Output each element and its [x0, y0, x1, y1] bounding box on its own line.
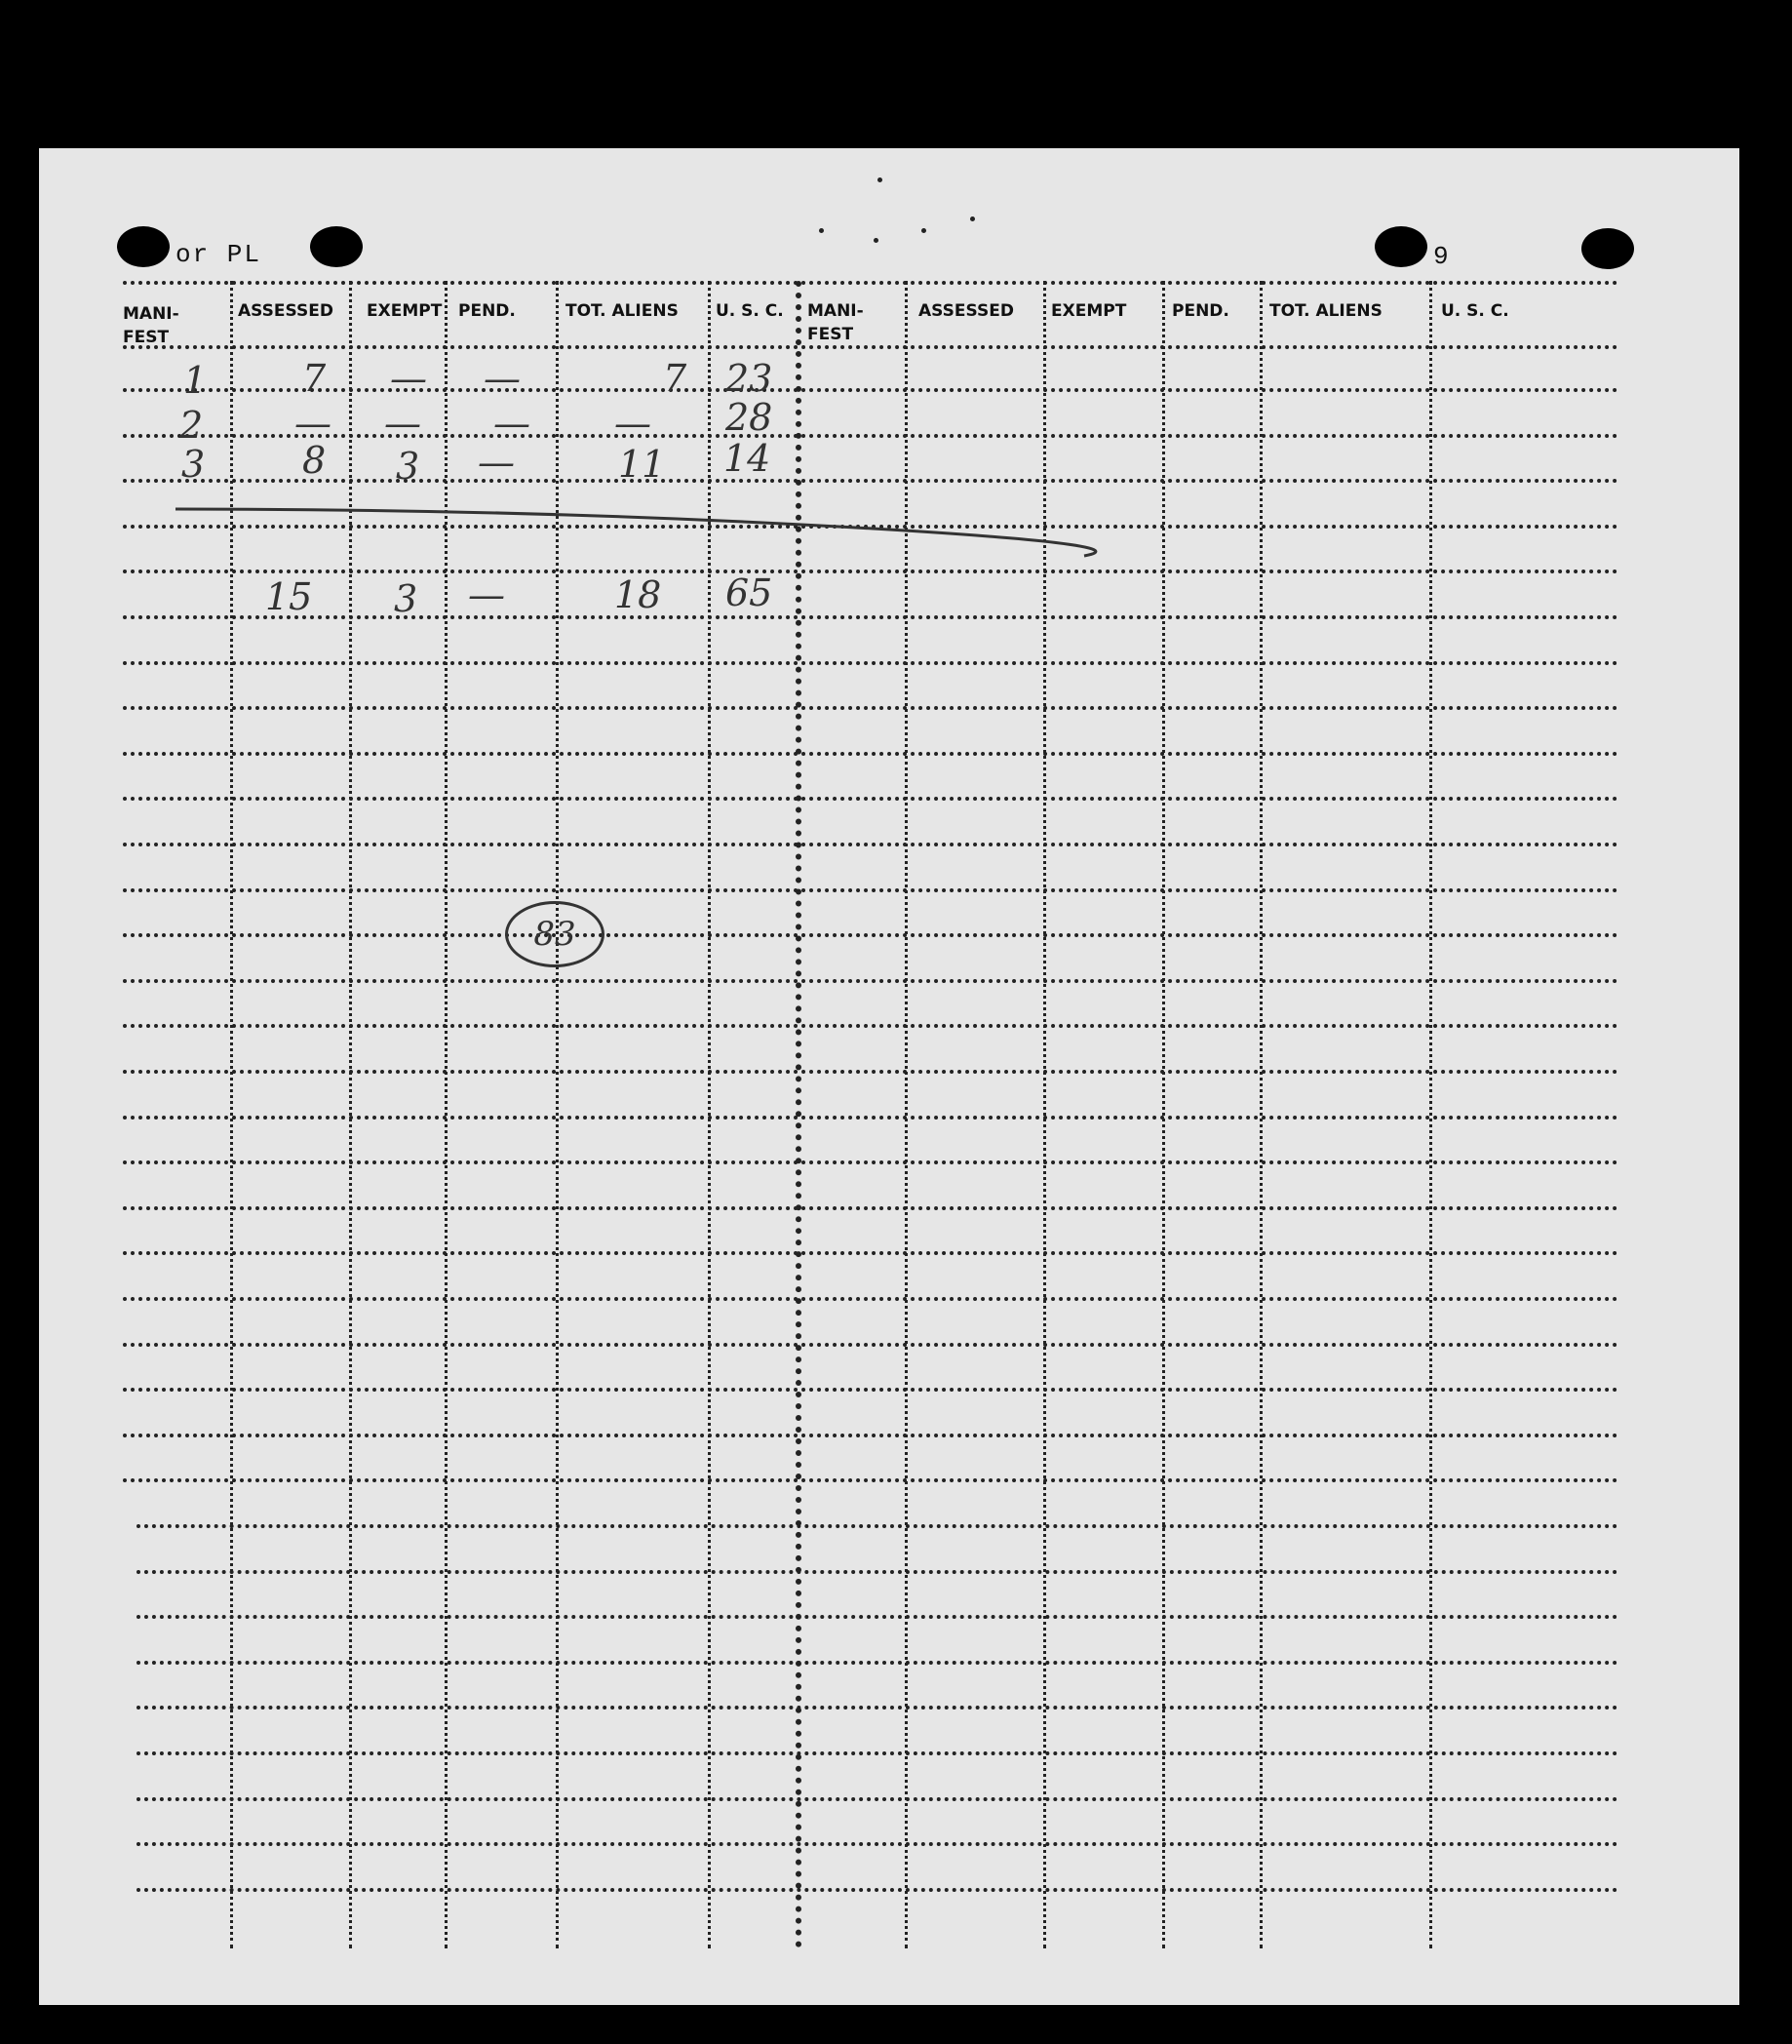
ruled-row — [123, 1206, 1618, 1210]
entry-2-manifest: 2 — [179, 404, 204, 447]
year-suffix: 9 — [1433, 242, 1449, 271]
ruled-row — [136, 1797, 1618, 1801]
entry-3-manifest: 3 — [181, 443, 206, 486]
entry-1-pend: — — [484, 357, 521, 400]
header-manifest-right: MANI- FEST — [807, 301, 864, 344]
ruled-row — [123, 1297, 1618, 1301]
entry-3-tot-aliens: 11 — [618, 443, 666, 486]
ruled-row — [136, 1751, 1618, 1755]
entry-2-tot-aliens: — — [614, 402, 651, 445]
total-assessed: 15 — [265, 575, 313, 618]
ruled-row — [123, 1160, 1618, 1164]
header-manifest-left: MANI- FEST — [123, 304, 179, 347]
header-tot-aliens-right: TOT. ALIENS — [1269, 301, 1383, 321]
header-usc-right: U. S. C. — [1441, 301, 1509, 321]
entry-3-pend: — — [478, 441, 515, 484]
ruled-row — [123, 1434, 1618, 1437]
entry-2-usc: 28 — [725, 396, 773, 439]
entry-3-assessed: 8 — [302, 439, 327, 482]
ruled-row — [123, 797, 1618, 801]
entry-3-exempt: 3 — [396, 445, 420, 488]
header-pend-right: PEND. — [1172, 301, 1229, 321]
ruled-row — [123, 1024, 1618, 1028]
ruled-row — [136, 1706, 1618, 1710]
ruled-row — [123, 752, 1618, 756]
entry-1-manifest: 1 — [183, 359, 208, 402]
entry-2-assessed: — — [294, 402, 331, 445]
entry-3-usc: 14 — [723, 437, 771, 480]
header-pend-left: PEND. — [458, 301, 516, 321]
header-assessed-right: ASSESSED — [918, 301, 1014, 321]
entry-2-pend: — — [493, 402, 530, 445]
entry-1-assessed: 7 — [302, 357, 327, 400]
header-assessed-left: ASSESSED — [238, 301, 333, 321]
total-pend: — — [468, 573, 505, 616]
ruled-row — [123, 933, 1618, 937]
header-exempt-right: EXEMPT — [1051, 301, 1127, 321]
circled-note: 83 — [505, 901, 604, 967]
ruled-row — [136, 1524, 1618, 1528]
ruled-row — [123, 1478, 1618, 1482]
ruled-row — [123, 1388, 1618, 1392]
sum-line — [39, 148, 1739, 733]
ruled-row — [123, 888, 1618, 892]
entry-1-usc: 23 — [725, 357, 773, 400]
ruled-row — [123, 1343, 1618, 1347]
entry-1-exempt: — — [390, 357, 427, 400]
header-exempt-left: EXEMPT — [367, 301, 443, 321]
total-exempt: 3 — [394, 577, 418, 620]
header-tot-aliens-left: TOT. ALIENS — [565, 301, 679, 321]
ruled-row — [123, 1251, 1618, 1255]
ruled-row — [123, 1116, 1618, 1120]
total-tot-aliens: 18 — [614, 573, 662, 616]
ruled-row — [123, 1070, 1618, 1074]
ruled-row — [136, 1888, 1618, 1892]
entry-2-exempt: — — [384, 402, 421, 445]
ruled-row — [136, 1615, 1618, 1619]
form-label: or PL — [175, 240, 262, 269]
total-usc: 65 — [725, 571, 773, 614]
ruled-row — [136, 1842, 1618, 1846]
ruled-row — [123, 843, 1618, 846]
header-usc-left: U. S. C. — [716, 301, 784, 321]
form-sheet — [39, 148, 1739, 2005]
ruled-row — [123, 979, 1618, 983]
ruled-row — [136, 1570, 1618, 1574]
ruled-row — [136, 1661, 1618, 1665]
entry-1-tot-aliens: 7 — [663, 357, 687, 400]
